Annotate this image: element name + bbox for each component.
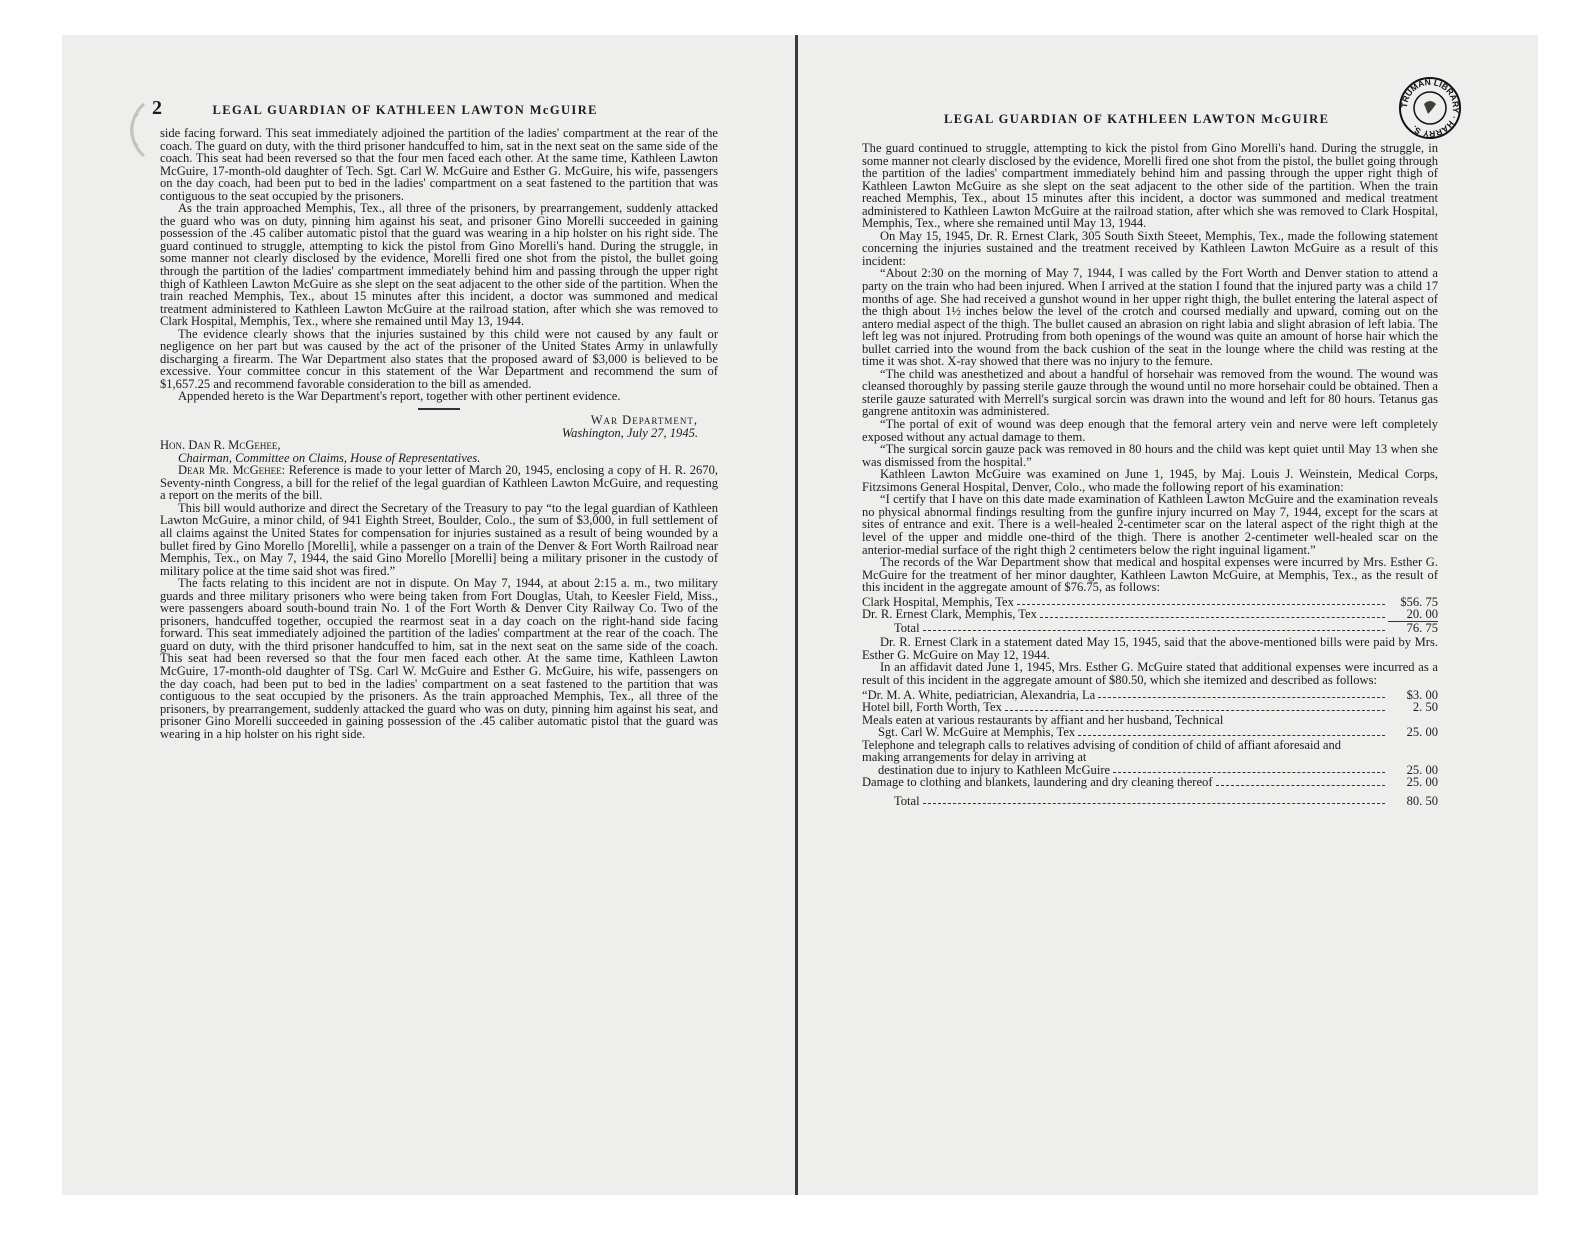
left-page — [62, 35, 795, 1195]
expense-amount: 25. 00 — [1406, 775, 1438, 790]
total-amount: 76. 75 — [1406, 620, 1438, 635]
expense-row — [862, 739, 1438, 764]
leader-dots — [1040, 617, 1385, 618]
paragraph: “I certify that I have on this date made examination of Kathleen Lawton McGuire and the examination reveals no physical abnormal findings resulting from the gunfire injury incurred on May 7, 1944, except for the scars at sites of entrance and exit. There is a well-healed 2-centimeter scar on the lateral aspect of the right thigh at the level of the upper and middle one-third of the thigh. There is another 2-centimeter well-healed scar on the anterior-medial surface of the right thigh 2 centimeters below the right inguinal ligament.” — [862, 492, 1438, 557]
expense-total-row — [862, 795, 1438, 808]
expense-label: “Dr. M. A. White, pediatrician, Alexandria, La — [862, 687, 1096, 702]
expense-amount: 20. 00 — [1406, 607, 1438, 622]
total-amount: 80. 50 — [1406, 793, 1438, 808]
paragraph: side facing forward. This seat immediately adjoined the partition of the ladies' compartment at the rear of the coach. The guard on duty, with the third prisoner handcuffed to him, sat in the next seat on the same side of the coach. This seat had been reversed so that the four men faced each other. At the same time, Kathleen Lawton McGuire, 17-month-old daughter of Tech. Sgt. Carl W. McGuire and Esther G. McGuire, his wife, passengers on the day coach, had been put to bed in the ladies' compartment on a seat fastened to the partition that was contiguous to the seat occupied by the prisoners. — [160, 126, 718, 203]
left-page-column — [152, 97, 718, 741]
paragraph: “The surgical sorcin gauze pack was removed in 80 hours and the child was kept quiet until May 13 when she was dismissed from the hospital.” — [862, 442, 1438, 469]
addressee-name: Hon. Dan R. McGehee, — [160, 438, 281, 453]
left-running-head — [152, 97, 718, 119]
paragraph: The guard continued to struggle, attempting to kick the pistol from Gino Morelli's hand. During the struggle, in some manner not clearly disclosed by the evidence, Morelli fired one shot from the pistol, the bullet going through the partition of the ladies' compartment immediately behind him and passing through the upper right thigh of Kathleen Lawton McGuire as she slept on the seat adjacent to the other side of the partition. When the train reached Memphis, Tex., about 15 minutes after this incident, a doctor was summoned and medical treatment administered to Kathleen Lawton McGuire at the railroad station, after which she was removed to Clark Hospital, Memphis, Tex., where she remained until May 13, 1944. — [862, 141, 1438, 231]
letter-organization: War Department, — [590, 413, 698, 428]
leader-dots — [1216, 785, 1386, 786]
expense-label: Telephone and telegraph calls to relatives advising of condition of child of affiant aforesaid and making arrangements for delay in arriving at — [862, 737, 1341, 765]
section-divider — [418, 408, 460, 410]
expense-label-continuation: destination due to injury to Kathleen McGuire — [878, 762, 1111, 777]
paragraph: The facts relating to this incident are not in dispute. On May 7, 1944, at about 2:15 a. m., two military guards and three military prisoners who were being taken from Fort Douglas, Utah, to Keesler Field, Miss., were passengers aboard south-bound train No. 1 of the Fort Worth & Denver City Railway Co. Two of the prisoners, handcuffed together, occupied the rearmost seat in a day coach on the right-hand side facing forward. This seat immediately adjoined the partition of the ladies' compartment at the rear of the coach. The guard on duty, with the third prisoner handcuffed to him, sat in the next seat on the same side of the coach. This seat had been reversed so that the four men faced each other. At the same time, Kathleen Lawton McGuire, 17-month-old daughter of TSg. Carl W. McGuire and Esther G. McGuire, his wife, passengers on the day coach, had been put to bed in the ladies' compartment on a seat fastened to the partition that was contiguous to the seat occupied by the prisoners. As the train approached Memphis, Tex., all three of the prisoners, by prearrangement, suddenly attacked the guard who was on duty, pinning him against his seat, and prisoner Gino Morelli succeeded in gaining possession of the .45 caliber automatic pistol that the guard was wearing in a hip holster on his right side. — [160, 576, 718, 741]
truman-library-stamp — [1398, 76, 1462, 140]
expense-row — [862, 776, 1438, 789]
expense-label-continuation: Sgt. Carl W. McGuire at Memphis, Tex — [878, 725, 1076, 740]
paragraph: “About 2:30 on the morning of May 7, 1944, I was called by the Fort Worth and Denver station to attend a party on the train who had been injured. When I arrived at the station I found that the injured party was a child 17 months of age. She had received a gunshot wound in her upper right thigh, the bullet entering the lateral aspect of the thigh about 1½ inches below the level of the crotch and coursed medially and upward, coming out on the antero medial aspect of the thigh. The bullet caused an abrasion on right labia and slight abrasion of left labia. The left leg was not injured. Protruding from both openings of the wound was quite an amount of horse hair which the bullet carried into the wound from the back cushion of the seat in the lounge where the child was resting at the time it was shot. X-ray showed that there was no injury to the femure. — [862, 266, 1438, 369]
expense-amount: $3. 00 — [1406, 687, 1438, 702]
left-body-text — [160, 127, 718, 740]
total-label: Total — [894, 793, 920, 808]
expense-amount: 2. 50 — [1412, 700, 1438, 715]
page-number: 2 — [152, 97, 162, 119]
hospital-expenses-table — [862, 596, 1438, 635]
right-body-text-mid — [862, 636, 1438, 686]
paragraph: “The portal of exit of wound was deep enough that the femoral artery vein and nerve were left completely exposed without any actual damage to them. — [862, 417, 1438, 444]
paragraph: In an affidavit dated June 1, 1945, Mrs. Esther G. McGuire stated that additional expenses were incurred as a result of this incident in the aggregate amount of $80.50, which she itemized and described as follows: — [862, 660, 1438, 687]
expense-label: Meals eaten at various restaurants by affiant and her husband, Technical — [862, 712, 1224, 727]
expense-label: Dr. R. Ernest Clark, Memphis, Tex — [862, 607, 1037, 622]
running-head-title: LEGAL GUARDIAN OF KATHLEEN LAWTON McGUIRE — [944, 112, 1330, 126]
right-body-text — [862, 142, 1438, 594]
paragraph: This bill would authorize and direct the Secretary of the Treasury to pay “to the legal guardian of Kathleen Lawton McGuire, a minor child, of 941 Eighth Street, Boulder, Colo., the sum of $3,000, in full settlement of all claims against the United States for compensation for injuries sustained as a result of being wounded by a bullet fired by Gino Morello [Morelli], while a passenger on a train of the Denver & Fort Worth Railroad near Memphis, Tex., on May 7, 1944, the said Gino Morello [Morelli] being a military prisoner in the custody of military police at the time said shot was fired.” — [160, 500, 718, 578]
expense-total-row — [862, 622, 1438, 635]
letter-place-date: Washington, July 27, 1945. — [561, 425, 698, 440]
expense-amount: 25. 00 — [1406, 762, 1438, 777]
leader-dots — [1098, 697, 1385, 698]
leader-dots — [923, 803, 1385, 804]
running-head-title: LEGAL GUARDIAN OF KATHLEEN LAWTON McGUIRE — [212, 103, 598, 117]
expense-label: Hotel bill, Forth Worth, Tex — [862, 700, 1002, 715]
salutation-paragraph — [160, 464, 718, 502]
paragraph: The records of the War Department show that medical and hospital expenses were incurred by Mrs. Esther G. McGuire for the treatment of her minor daughter, Kathleen Lawton McGuire, at Memphis, Tex., as the result of this incident in the aggregate amount of $76.75, as follows: — [862, 555, 1438, 595]
expense-label: Damage to clothing and blankets, laundering and dry cleaning thereof — [862, 775, 1213, 790]
expense-amount: 25. 00 — [1406, 725, 1438, 740]
expense-row-continuation — [862, 726, 1438, 739]
leader-dots — [1113, 772, 1385, 773]
right-page — [798, 35, 1538, 1195]
right-page-column — [862, 112, 1438, 809]
leader-dots — [1005, 710, 1385, 711]
stamp-text: TRUMAN LIBRARY · HARRY S. — [1398, 76, 1462, 140]
total-label: Total — [894, 620, 920, 635]
letterhead — [160, 414, 718, 439]
expense-label: Clark Hospital, Memphis, Tex — [862, 594, 1014, 609]
salutation-text: Reference is made to your letter of March 20, 1945, enclosing a copy of H. R. 2670, Seventy-ninth Congress, a bill for the relief of the legal guardian of Kathleen Lawton McGuire, and requesting a report on the merits of the bill. — [160, 463, 718, 503]
paragraph: The evidence clearly shows that the injuries sustained by this child were not caused by any fault or negligence on her part but was caused by the act of the prisoner of the United States Army in unlawfully discharging a firearm. The War Department also states that the proposed award of $3,000 is believed to be excessive. Your committee concur in this statement of the War Department and recommend the sum of $1,657.25 and recommend favorable consideration to the bill as amended. — [160, 326, 718, 391]
paragraph: “The child was anesthetized and about a handful of horsehair was removed from the wound. The wound was cleansed thoroughly by passing sterile gauze through the wound until no more horsehair could be obtained. Then a sterile gauze saturated with Merrell's surgical sorcin was drawn into the wound and left for 80 hours. Tetanus gas gangrene antitoxin was administered. — [862, 366, 1438, 419]
additional-expenses-table — [862, 689, 1438, 808]
salutation: Dear Mr. McGehee: — [178, 463, 286, 478]
expense-row — [862, 701, 1438, 714]
right-running-head — [862, 112, 1438, 134]
leader-dots — [1078, 735, 1385, 736]
faint-stamp-mark — [108, 100, 148, 160]
leader-dots — [923, 630, 1385, 631]
leader-dots — [1017, 604, 1385, 605]
paragraph: Kathleen Lawton McGuire was examined on June 1, 1945, by Maj. Louis J. Weinstein, Medical Corps, Fitzsimons General Hospital, Denver, Colo., who made the following report of his examination: — [862, 467, 1438, 494]
paragraph: Dr. R. Ernest Clark in a statement dated May 15, 1945, said that the above-mentioned bills were paid by Mrs. Esther G. McGuire on May 12, 1944. — [862, 635, 1438, 662]
expense-amount: $56. 75 — [1400, 594, 1438, 609]
addressee-title: Chairman, Committee on Claims, House of Representatives. — [178, 450, 481, 465]
paragraph: Appended hereto is the War Department's report, together with other pertinent evidence. — [178, 389, 621, 404]
paragraph: As the train approached Memphis, Tex., all three of the prisoners, by prearrangement, suddenly attacked the guard who was on duty, pinning him against his seat, and prisoner Gino Morelli succeeded in gaining possession of the .45 caliber automatic pistol that the guard was wearing in a hip holster on his right side. The guard continued to struggle, attempting to kick the pistol from Gino Morelli's hand. During the struggle, in some manner not clearly disclosed by the evidence, Morelli fired one shot from the pistol, the bullet going through the partition of the ladies' compartment immediately behind him and passing through the upper right thigh of Kathleen Lawton McGuire as she slept on the seat adjacent to the other side of the partition. When the train reached Memphis, Tex., about 15 minutes after this incident, a doctor was summoned and medical treatment administered to Kathleen Lawton McGuire at the railroad station, after which she was removed to Clark Hospital, Memphis, Tex., where she remained until May 13, 1944. — [160, 201, 718, 329]
expense-row — [862, 608, 1438, 621]
paragraph: On May 15, 1945, Dr. R. Ernest Clark, 305 South Sixth Steeet, Memphis, Tex., made the following statement concerning the injuries sustained and the treatment received by Kathleen Lawton McGuire as a result of this incident: — [862, 228, 1438, 268]
